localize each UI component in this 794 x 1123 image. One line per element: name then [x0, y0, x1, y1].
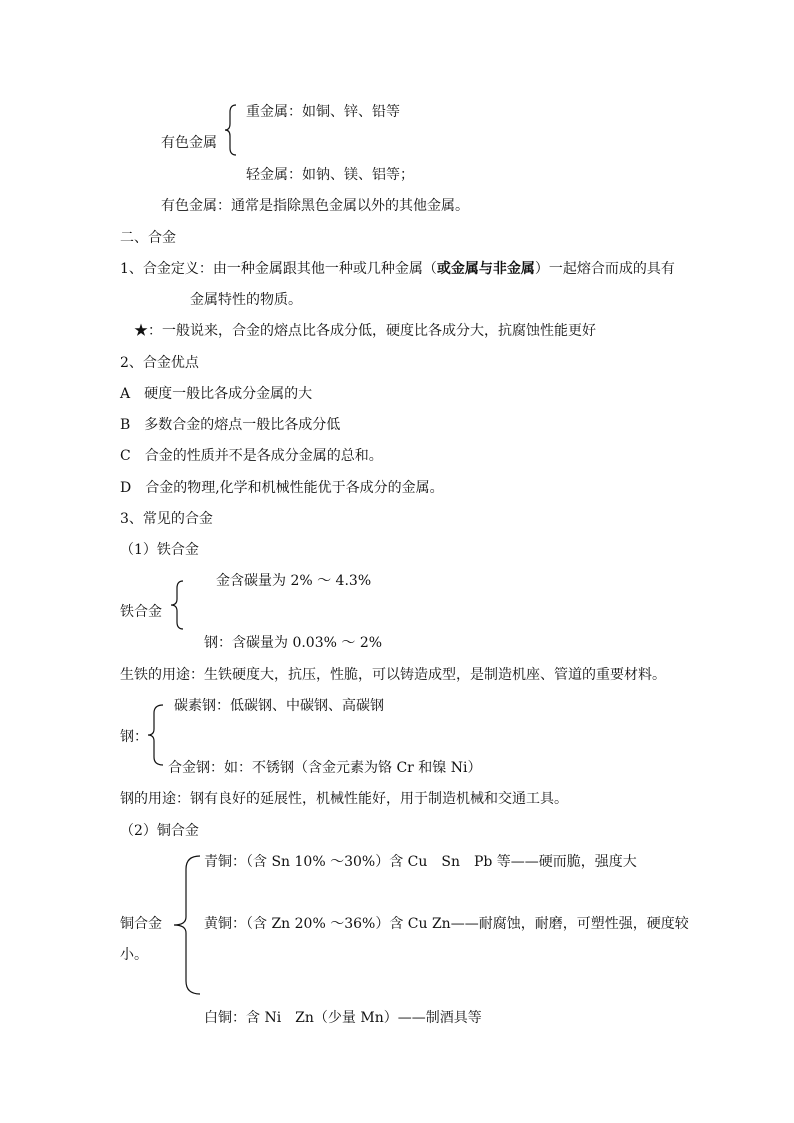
iron-alloy-brace-icon	[170, 580, 186, 630]
star-note: ★：一般说来，合金的熔点比各成分低，硬度比各成分大，抗腐蚀性能更好	[134, 323, 596, 339]
alloy-definition	[120, 260, 675, 278]
carbon-steel-line: 碳素钢：低碳钢、中碳钢、高碳钢	[174, 698, 384, 714]
advantage-item: D 合金的物理,化学和机械性能优于各成分的金属。	[120, 480, 444, 496]
copper-alloy-heading: （2）铜合金	[120, 823, 199, 839]
pig-iron-line: 金含碳量为 2% ～ 4.3%	[216, 573, 372, 589]
steel-brace-icon	[147, 704, 165, 766]
advantage-item: A 硬度一般比各成分金属的大	[120, 386, 313, 402]
alloy-definition-line2: 金属特性的物质。	[190, 292, 302, 308]
copper-alloy-label: 铜合金	[120, 916, 162, 932]
steel-carbon-line: 钢：含碳量为 0.03% ～ 2%	[204, 635, 383, 651]
section-heading-alloy: 二、合金	[120, 230, 176, 246]
iron-alloy-heading: （1）铁合金	[120, 542, 199, 558]
alloy-definition-bold: 或金属与非金属	[436, 261, 535, 277]
cupronickel-line: 白铜：含 Ni Zn（少量 Mn）——制酒具等	[204, 1010, 482, 1026]
steel-use: 钢的用途：钢有良好的延展性，机械性能好，用于制造机械和交通工具。	[120, 791, 568, 807]
iron-alloy-label: 铁合金	[120, 604, 162, 620]
common-alloys-heading: 3、常见的合金	[120, 511, 213, 527]
advantage-item: C 合金的性质并不是各成分金属的总和。	[120, 448, 383, 464]
alloy-definition-prefix: 1、合金定义：由一种金属跟其他一种或几种金属（	[120, 261, 437, 277]
brass-line: 黄铜：（含 Zn 20% ～36%）含 Cu Zn——耐腐蚀，耐磨，可塑性强，硬度较	[204, 916, 689, 932]
heavy-metal-line: 重金属：如铜、锌、铅等	[246, 104, 400, 120]
advantages-heading: 2、合金优点	[120, 355, 199, 371]
alloy-steel-line: 合金钢：如：不锈钢（含金元素为铬 Cr 和镍 Ni）	[168, 760, 482, 776]
nonferrous-definition: 有色金属：通常是指除黑色金属以外的其他金属。	[161, 198, 469, 214]
pig-iron-use: 生铁的用途：生铁硬度大，抗压，性脆，可以铸造成型，是制造机座、管道的重要材料。	[120, 667, 666, 683]
nonferrous-brace-icon	[224, 104, 240, 156]
nonferrous-label: 有色金属	[161, 135, 217, 151]
alloy-definition-suffix: ）一起熔合而成的具有	[534, 261, 675, 277]
advantage-item: B 多数合金的熔点一般比各成分低	[120, 417, 341, 433]
steel-label: 钢：	[120, 729, 148, 745]
copper-alloy-brace-icon	[172, 855, 202, 995]
brass-line-continuation: 小。	[120, 947, 148, 963]
light-metal-line: 轻金属：如钠、镁、铝等；	[246, 167, 414, 183]
bronze-line: 青铜：（含 Sn 10% ～30%）含 Cu Sn Pb 等——硬而脆，强度大	[204, 854, 637, 870]
